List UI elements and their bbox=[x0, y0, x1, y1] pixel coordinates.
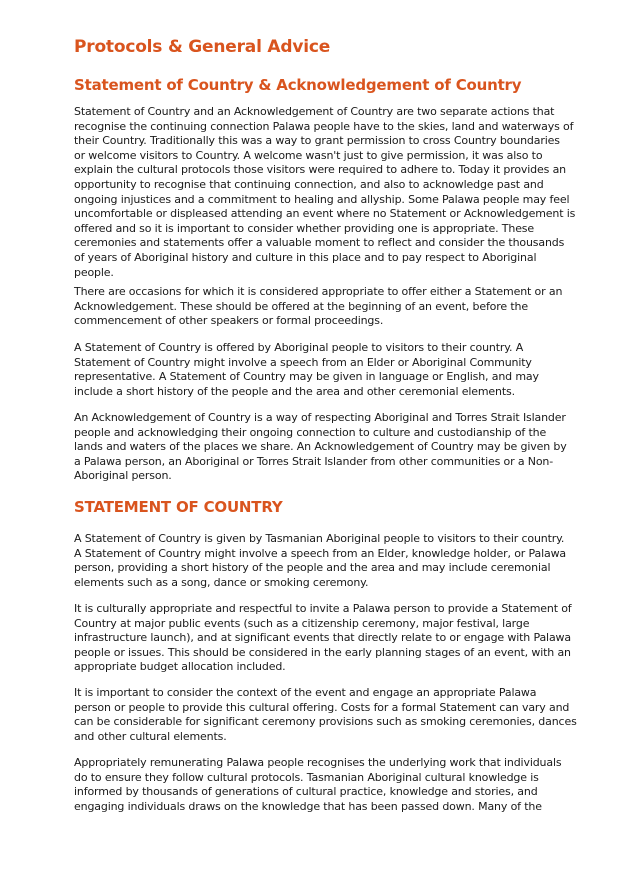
text-line: An Acknowledgement of Country is a way of respecting Aboriginal and Torres Strait Islander bbox=[74, 411, 566, 424]
text-line: A Statement of Country is offered by Aboriginal people to visitors to their country. A bbox=[74, 341, 524, 354]
text-line: opportunity to recognise that continuing connection, and also to acknowledge past and bbox=[74, 177, 544, 191]
paragraph-context bbox=[74, 686, 577, 744]
text-line: A Statement of Country is given by Tasmanian Aboriginal people to visitors to their country. bbox=[74, 532, 565, 545]
text-line: representative. A Statement of Country may be given in language or English, and may bbox=[74, 370, 539, 384]
text-line: people. bbox=[74, 265, 114, 279]
text-line: elements such as a song, dance or smoking ceremony. bbox=[74, 575, 369, 589]
text-line: It is culturally appropriate and respectful to invite a Palawa person to provide a Statement of bbox=[74, 602, 572, 615]
text-line: of years of Aboriginal history and culture in this place and to pay respect to Aboriginal bbox=[74, 250, 537, 264]
text-line: commencement of other speakers or formal proceedings. bbox=[74, 314, 384, 328]
text-line: engaging individuals draws on the knowledge that has been passed down. Many of the bbox=[74, 799, 542, 813]
text-line: ongoing injustices and a commitment to healing and allyship. Some Palawa people may feel bbox=[74, 192, 570, 206]
text-line: include a short history of the people and the area and other ceremonial elements. bbox=[74, 384, 515, 398]
text-line: Country at major public events (such as a citizenship ceremony, major festival, large bbox=[74, 616, 530, 630]
text-line: There are occasions for which it is considered appropriate to offer either a Statement or an bbox=[74, 285, 563, 298]
text-line: explain the cultural protocols those visitors were required to adhere to. Today it provides an bbox=[74, 163, 566, 177]
text-line: informed by thousands of generations of cultural practice, knowledge and stories, and bbox=[74, 785, 538, 799]
text-line: and other cultural elements. bbox=[74, 729, 227, 743]
section-heading-statement-of-country: STATEMENT OF COUNTRY bbox=[74, 498, 283, 516]
text-line: Appropriately remunerating Palawa people recognises the underlying work that individuals bbox=[74, 756, 562, 769]
text-line: Acknowledgement. These should be offered at the beginning of an event, before the bbox=[74, 299, 528, 313]
text-line: person, providing a short history of the people and the area and may include ceremonial bbox=[74, 561, 551, 575]
text-line: person or people to provide this cultural offering. Costs for a formal Statement can vary and bbox=[74, 700, 570, 714]
paragraph-intro bbox=[74, 105, 576, 280]
text-line: Statement of Country might involve a speech from an Elder or Aboriginal Community bbox=[74, 355, 532, 369]
paragraph-acknowledgement-definition bbox=[74, 411, 567, 484]
text-line: It is important to consider the context of the event and engage an appropriate Palawa bbox=[74, 686, 537, 699]
paragraph-remuneration bbox=[74, 756, 562, 814]
text-line: recognise the continuing connection Palawa people have to the skies, land and waterways of bbox=[74, 119, 574, 133]
paragraph-statement-given bbox=[74, 532, 567, 590]
text-line: can be considerable for significant ceremony provisions such as smoking ceremonies, dances bbox=[74, 715, 577, 729]
page-title: Protocols & General Advice bbox=[74, 37, 331, 57]
text-line: appropriate budget allocation included. bbox=[74, 660, 286, 674]
text-line: or welcome visitors to Country. A welcome wasn't just to give permission, it was also to bbox=[74, 148, 543, 162]
text-line: people and acknowledging their ongoing connection to culture and custodianship of the bbox=[74, 425, 547, 439]
text-line: a Palawa person, an Aboriginal or Torres Strait Islander from other communities or a Non- bbox=[74, 454, 554, 468]
text-line: uncomfortable or displeased attending an event where no Statement or Acknowledgement is bbox=[74, 207, 576, 221]
section-heading-statement-and-acknowledgement: Statement of Country & Acknowledgement of Country bbox=[74, 76, 522, 94]
paragraph-statement-definition bbox=[74, 341, 556, 399]
text-line: do to ensure they follow cultural protocols. Tasmanian Aboriginal cultural knowledge is bbox=[74, 770, 539, 784]
text-line: lands and waters of the places we share. An Acknowledgement of Country may be given by bbox=[74, 440, 567, 454]
paragraph-culturally-appropriate bbox=[74, 602, 572, 675]
paragraph-occasions bbox=[74, 285, 563, 329]
text-line: A Statement of Country might involve a speech from an Elder, knowledge holder, or Palawa bbox=[74, 546, 567, 560]
text-line: people or issues. This should be considered in the early planning stages of an event, with an bbox=[74, 645, 571, 659]
text-line: Statement of Country and an Acknowledgement of Country are two separate actions that bbox=[74, 105, 555, 118]
text-line: offered and so it is important to consider whether providing one is appropriate. These bbox=[74, 221, 535, 235]
text-line: infrastructure launch), and at significant events that directly relate to or engage with Palawa bbox=[74, 631, 571, 645]
text-line: their Country. Traditionally this was a way to grant permission to cross Country boundaries bbox=[74, 134, 560, 148]
text-line: Aboriginal person. bbox=[74, 469, 172, 483]
text-line: ceremonies and statements offer a valuable moment to reflect and consider the thousands bbox=[74, 236, 565, 250]
